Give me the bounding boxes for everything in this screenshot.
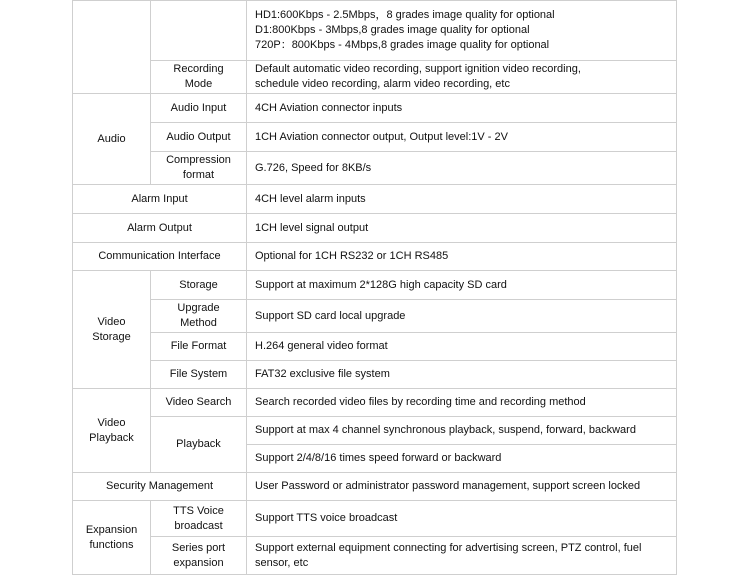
video-search-label: Video Search [151,389,247,417]
video-storage-category: Video Storage [73,271,151,389]
video-resolution-value [247,1,677,61]
audio-input-label: Audio Input [151,94,247,123]
tts-voice-broadcast-label: TTS Voice broadcast [151,501,247,537]
storage-value: Support at maximum 2*128G high capacity SD card [247,271,677,300]
audio-output-value: 1CH Aviation connector output, Output level:1V - 2V [247,123,677,152]
upgrade-method-label: Upgrade Method [151,300,247,333]
720p-bitrate: 720P：800Kbps - 4Mbps,8 grades image quality for optional [255,39,550,51]
table-row [73,501,677,537]
video-search-value: Search recorded video files by recording time and recording method [247,389,677,417]
audio-category: Audio [73,94,151,185]
audio-input-value: 4CH Aviation connector inputs [247,94,677,123]
playback-value-2: Support 2/4/8/16 times speed forward or backward [247,445,677,473]
table-row [73,537,677,575]
table-row [73,123,677,152]
security-management-value: User Password or administrator password management, support screen locked [247,473,677,501]
expansion-functions-category: Expansion functions [73,501,151,575]
d1-bitrate: D1:800Kbps - 3Mbps,8 grades image quality for optional [255,24,530,36]
alarm-output-label: Alarm Output [73,214,247,243]
alarm-output-value: 1CH level signal output [247,214,677,243]
communication-interface-value: Optional for 1CH RS232 or 1CH RS485 [247,243,677,271]
tts-voice-broadcast-value: Support TTS voice broadcast [247,501,677,537]
communication-interface-label: Communication Interface [73,243,247,271]
file-format-value: H.264 general video format [247,333,677,361]
recording-mode-label: Recording Mode [151,61,247,94]
file-format-label: File Format [151,333,247,361]
upgrade-method-value: Support SD card local upgrade [247,300,677,333]
storage-label: Storage [151,271,247,300]
compression-format-label: Compression format [151,152,247,185]
table-row [73,61,677,94]
table-row [73,214,677,243]
file-system-value: FAT32 exclusive file system [247,361,677,389]
table-row [73,152,677,185]
playback-label: Playback [151,417,247,473]
table-row [73,271,677,300]
table-row [73,243,677,271]
specification-table [72,0,677,575]
table-row [73,300,677,333]
table-row [73,361,677,389]
table-row [73,1,677,61]
file-system-label: File System [151,361,247,389]
table-row [73,389,677,417]
video-category-cell [73,1,151,94]
series-port-expansion-label: Series port expansion [151,537,247,575]
table-row [73,333,677,361]
video-playback-category: Video Playback [73,389,151,473]
series-port-expansion-value: Support external equipment connecting for advertising screen, PTZ control, fuel sensor, etc [247,537,677,575]
playback-value-1: Support at max 4 channel synchronous playback, suspend, forward, backward [247,417,677,445]
alarm-input-label: Alarm Input [73,185,247,214]
hd1-bitrate: HD1:600Kbps - 2.5Mbps，8 grades image quality for optional [255,9,555,21]
video-resolution-label-cell [151,1,247,61]
audio-output-label: Audio Output [151,123,247,152]
security-management-label: Security Management [73,473,247,501]
table-row [73,94,677,123]
alarm-input-value: 4CH level alarm inputs [247,185,677,214]
recording-mode-value: Default automatic video recording, support ignition video recording, schedule video recording, alarm video recording, etc [247,61,677,94]
compression-format-value: G.726, Speed for 8KB/s [247,152,677,185]
table-row [73,185,677,214]
table-row [73,417,677,445]
table-row [73,473,677,501]
